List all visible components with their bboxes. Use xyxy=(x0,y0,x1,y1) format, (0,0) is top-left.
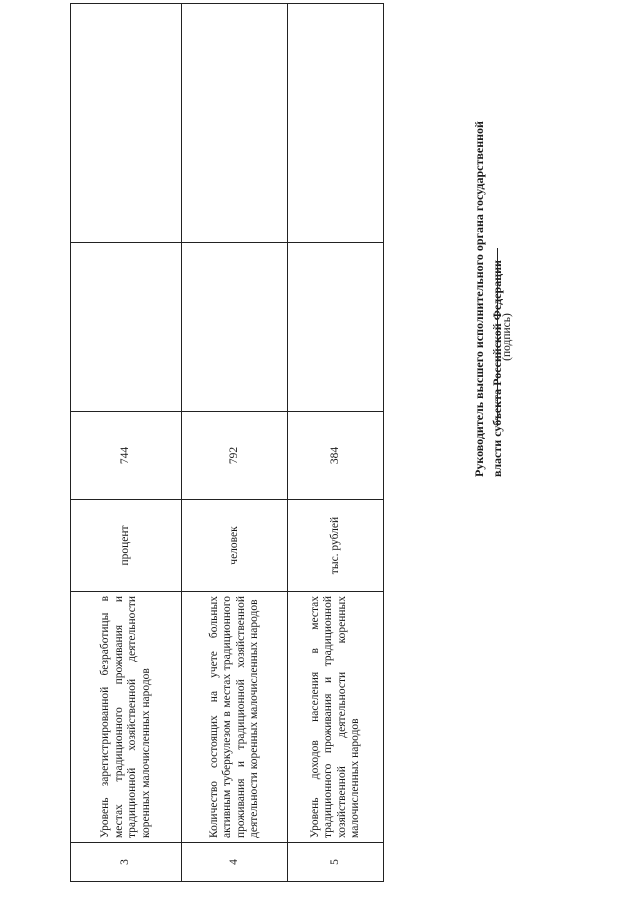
value-cell: 744 xyxy=(71,412,182,500)
empty-cell xyxy=(182,243,288,412)
table-row xyxy=(288,4,384,882)
empty-cell xyxy=(182,4,288,243)
signatory-title-line1: Руководитель высшего исполнительного органа государственной xyxy=(472,121,486,477)
value-cell: 792 xyxy=(182,412,288,500)
row-number: 5 xyxy=(288,843,384,882)
signature-line xyxy=(497,248,498,426)
empty-cell xyxy=(71,4,182,243)
row-number: 3 xyxy=(71,843,182,882)
empty-cell xyxy=(288,4,384,243)
unit-cell: человек xyxy=(182,500,288,592)
unit-cell: процент xyxy=(71,500,182,592)
signature-caption: (подпись) xyxy=(501,313,513,361)
value-cell: 384 xyxy=(288,412,384,500)
row-number: 4 xyxy=(182,843,288,882)
signatory-title-line2: власти субъекта Российской Федерации xyxy=(490,260,504,477)
indicator-name: Количество состоящих на учете больных активным туберкулезом в местах традиционного проживания и традиционной хозяйственной деятельности коренных малочисленных народов xyxy=(182,592,288,843)
empty-cell xyxy=(71,243,182,412)
indicator-name: Уровень зарегистрированной безработицы в местах традиционного проживания и традиционной хозяйственной деятельности коренных малочисленных народов xyxy=(71,592,182,843)
unit-cell: тыс. рублей xyxy=(288,500,384,592)
indicators-table xyxy=(70,3,384,882)
empty-cell xyxy=(288,243,384,412)
table-row xyxy=(71,4,182,882)
table-row xyxy=(182,4,288,882)
indicator-name: Уровень доходов населения в местах традиционного проживания и традиционной хозяйственной деятельности коренных малочисленных народов xyxy=(288,592,384,843)
